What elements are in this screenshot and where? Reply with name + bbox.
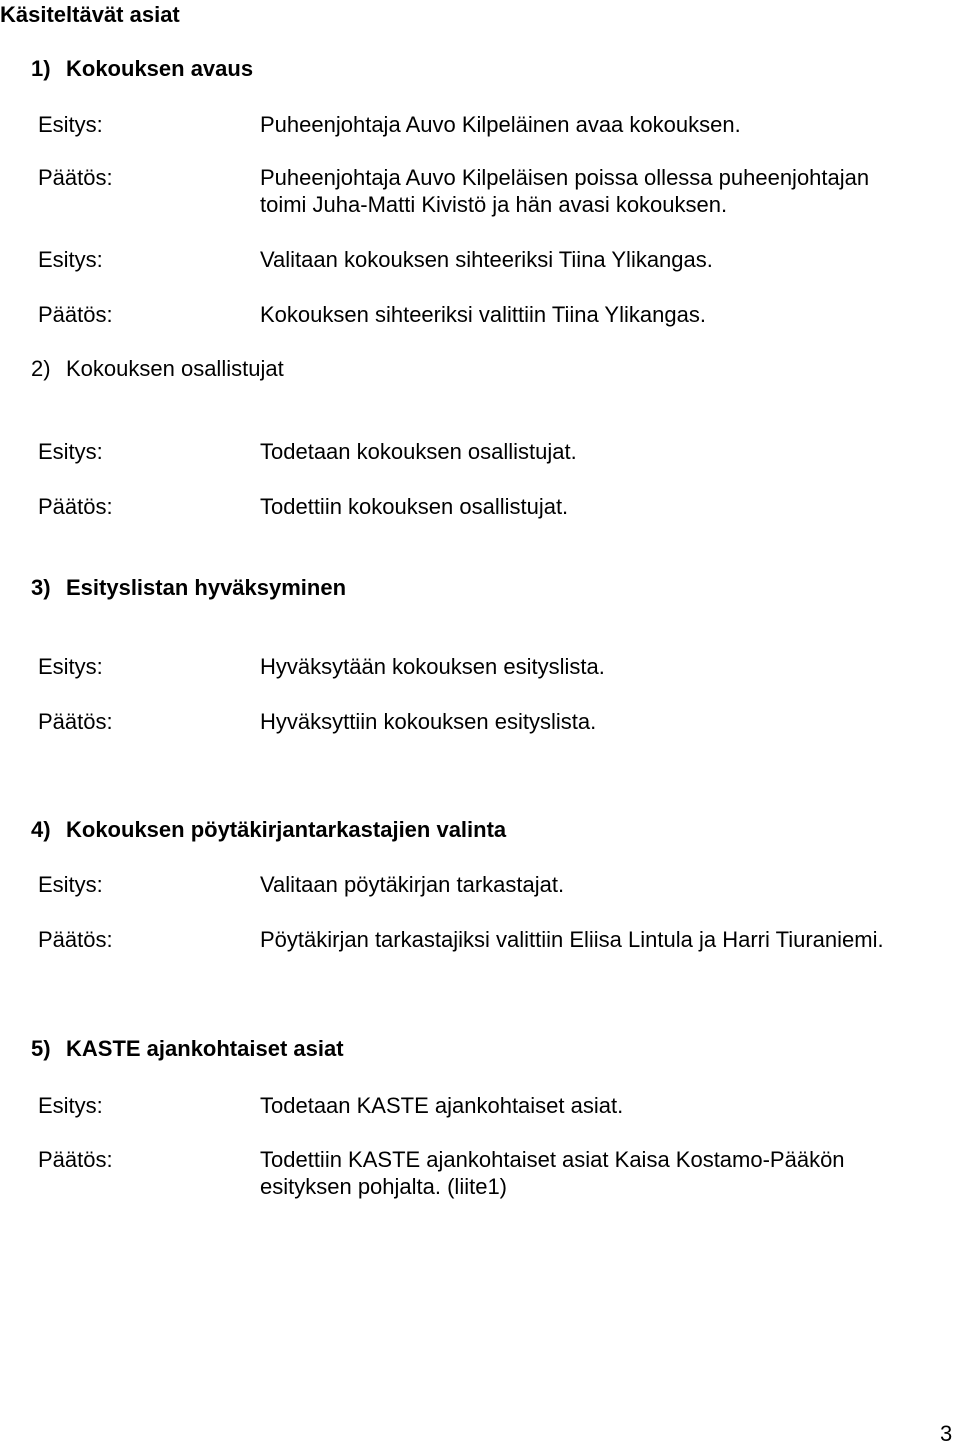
section-title: KASTE ajankohtaiset asiat — [66, 1036, 344, 1061]
proposal-text: Valitaan pöytäkirjan tarkastajat. — [260, 872, 565, 897]
decision-label: Päätös: — [38, 165, 113, 190]
proposal-text: Puheenjohtaja Auvo Kilpeläinen avaa kokouksen. — [260, 112, 741, 137]
decision-text: Todettiin KASTE ajankohtaiset asiat Kaisa Kostamo-Pääkön — [260, 1147, 845, 1172]
proposal-label: Esitys: — [38, 112, 103, 137]
decision-text-continued: esityksen pohjalta. (liite1) — [260, 1174, 508, 1199]
decision-text-continued: toimi Juha-Matti Kivistö ja hän avasi kokouksen. — [260, 192, 728, 217]
decision-label: Päätös: — [38, 302, 113, 327]
page-number: 3 — [940, 1421, 953, 1446]
document-heading: Käsiteltävät asiat — [0, 2, 180, 27]
proposal-label: Esitys: — [38, 872, 103, 897]
proposal-label: Esitys: — [38, 654, 103, 679]
decision-label: Päätös: — [38, 927, 113, 952]
decision-text: Pöytäkirjan tarkastajiksi valittiin Eliisa Lintula ja Harri Tiuraniemi. — [260, 927, 884, 952]
decision-label: Päätös: — [38, 709, 113, 734]
proposal-label: Esitys: — [38, 1093, 103, 1118]
proposal-label: Esitys: — [38, 439, 103, 464]
proposal-text: Todetaan kokouksen osallistujat. — [260, 439, 577, 464]
section-number: 2) — [31, 356, 51, 381]
section-title: Kokouksen avaus — [66, 56, 254, 81]
section-number: 5) — [31, 1036, 51, 1061]
decision-text: Kokouksen sihteeriksi valittiin Tiina Ylikangas. — [260, 302, 706, 327]
decision-text: Puheenjohtaja Auvo Kilpeläisen poissa ollessa puheenjohtajan — [260, 165, 870, 190]
decision-label: Päätös: — [38, 494, 113, 519]
section-number: 4) — [31, 817, 51, 842]
section-number: 3) — [31, 575, 51, 600]
proposal-text: Todetaan KASTE ajankohtaiset asiat. — [260, 1093, 624, 1118]
proposal-text: Hyväksytään kokouksen esityslista. — [260, 654, 605, 679]
decision-text: Todettiin kokouksen osallistujat. — [260, 494, 569, 519]
decision-label: Päätös: — [38, 1147, 113, 1172]
section-title: Kokouksen osallistujat — [66, 356, 284, 381]
proposal-text: Valitaan kokouksen sihteeriksi Tiina Ylikangas. — [260, 247, 713, 272]
proposal-label: Esitys: — [38, 247, 103, 272]
section-title: Kokouksen pöytäkirjantarkastajien valinta — [66, 817, 507, 842]
section-number: 1) — [31, 56, 51, 81]
section-title: Esityslistan hyväksyminen — [66, 575, 347, 600]
decision-text: Hyväksyttiin kokouksen esityslista. — [260, 709, 597, 734]
